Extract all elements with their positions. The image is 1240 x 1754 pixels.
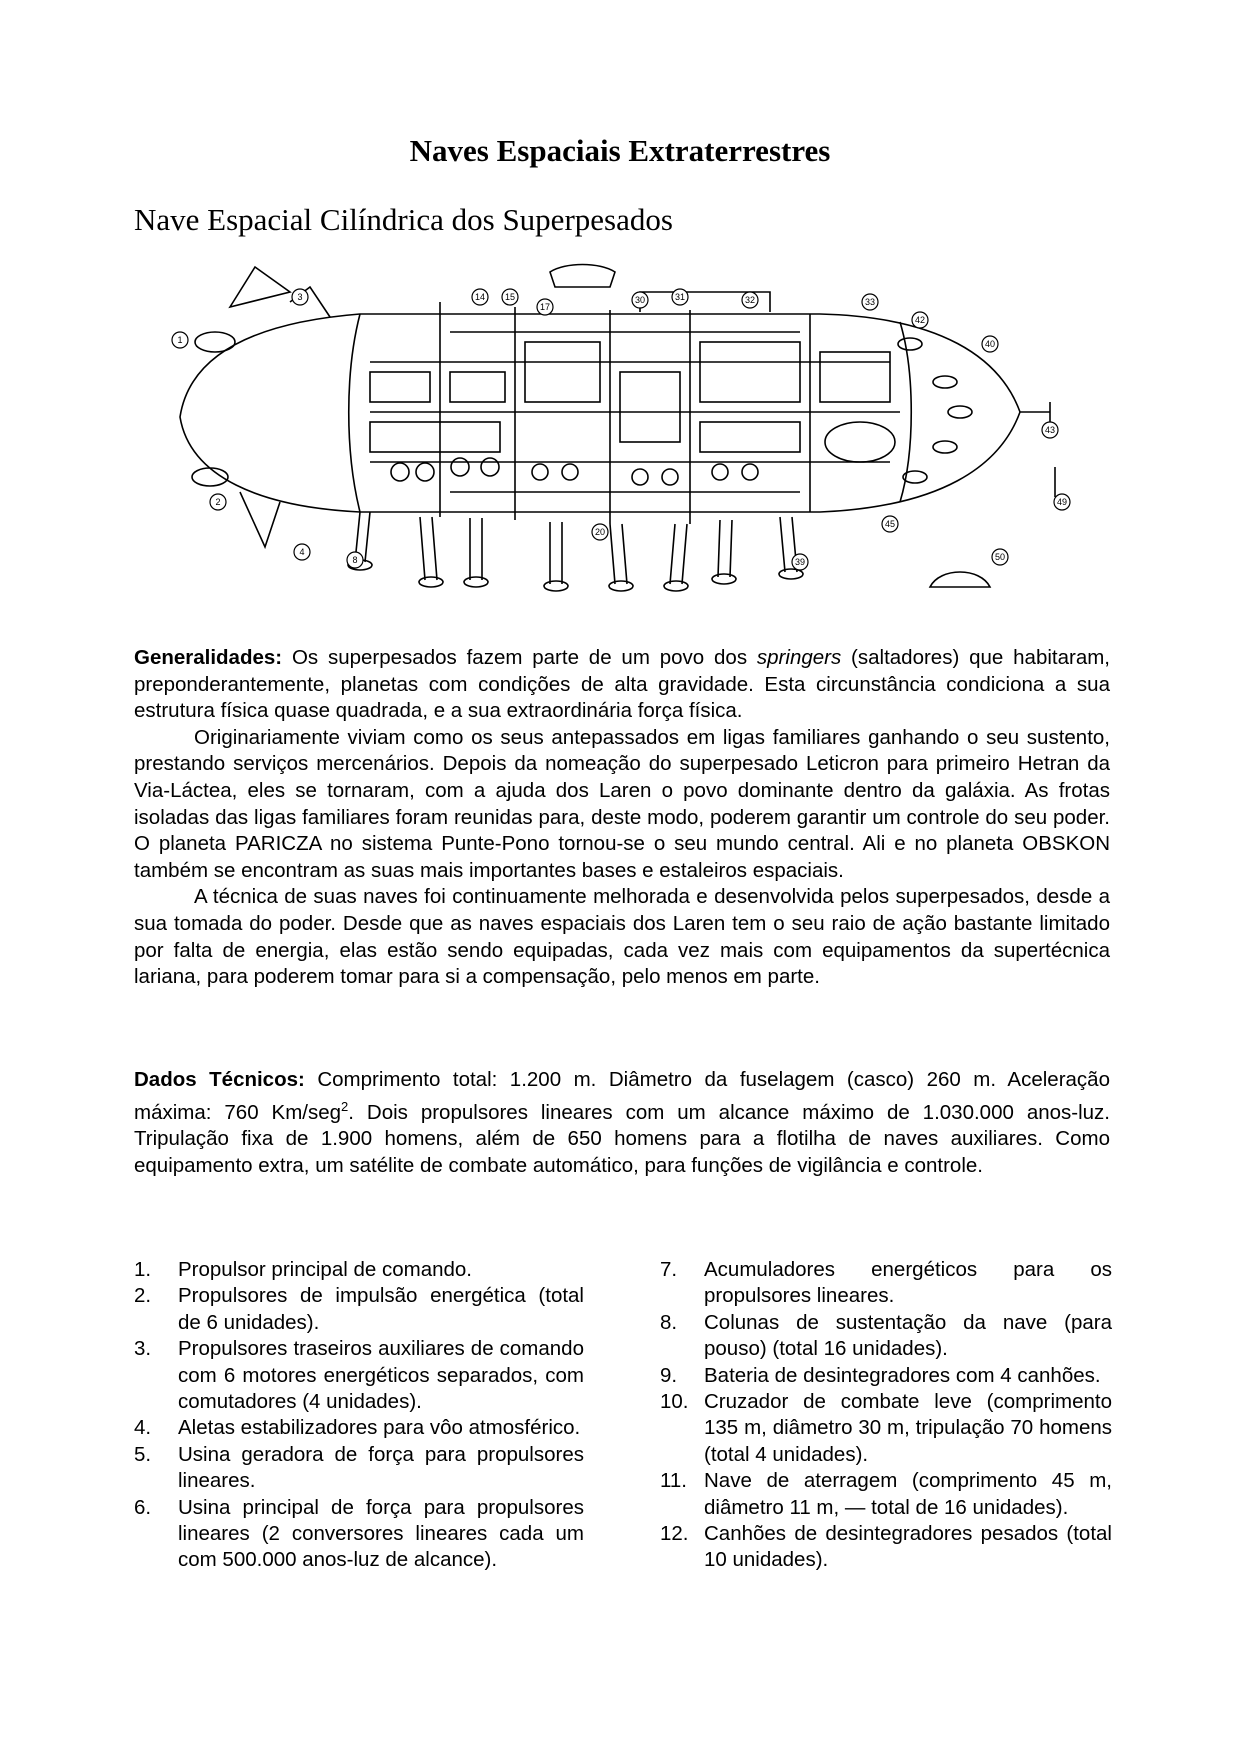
generalidades-emphasis: springers [756,646,842,669]
legend-item-text: Acumuladores energéticos para os propulsores lineares. [704,1258,1112,1308]
legend-item-text: Aletas estabilizadores para vôo atmosférico. [178,1416,581,1440]
legend-item [134,1495,584,1574]
section-dados-tecnicos [134,1067,1110,1179]
svg-text:42: 42 [914,315,926,325]
spaceship-cutaway-illustration [170,262,1090,622]
svg-text:33: 33 [864,297,876,307]
svg-text:1: 1 [177,335,183,345]
svg-text:2: 2 [215,497,221,507]
legend-item-number: 11. [660,1469,687,1493]
legend-item [134,1257,584,1283]
legend-item-text: Cruzador de combate leve (comprimento 135 m, diâmetro 30 m, tripulação 70 homens (total 4 unidades). [704,1390,1112,1466]
legend-item-text: Propulsores traseiros auxiliares de comando com 6 motores energéticos separados, com comutadores (4 unidades). [178,1337,584,1414]
svg-text:14: 14 [474,292,486,302]
legend-item [660,1468,1112,1521]
svg-text:45: 45 [884,519,896,529]
legend-item-number: 1. [134,1258,152,1281]
legend-item [134,1442,584,1495]
legend-item-number: 9. [660,1363,678,1387]
svg-text:31: 31 [674,292,686,302]
svg-text:50: 50 [994,552,1006,562]
svg-text:3: 3 [297,292,303,302]
legend-item [660,1521,1112,1574]
legend-item [660,1363,1112,1389]
generalidades-paragraph-2: Originariamente viviam como os seus antepassados em ligas familiares ganhando o seu sustento, prestando serviços mercenários. Depois da nomeação do superpesado Leticron para primeiro Hetran da Via-Láctea, eles se tornaram, com a ajuda dos Laren o povo dominante dentro da galáxia. As frotas isoladas das ligas familiares foram reunidas para, deste modo, poderem garantir um controle do seu poder. O planeta PARICZA no sistema Punte-Pono tornou-se o seu mundo central. Ali e no planeta OBSKON também se encontram as suas mais importantes bases e estaleiros espaciais. [134,725,1110,882]
legend-item-text: Usina geradora de força para propulsores lineares. [178,1442,584,1493]
legend-item-number: 4. [134,1416,152,1440]
legend-item [134,1336,584,1415]
legend-item-number: 8. [660,1310,678,1334]
legend-list-right [660,1257,1112,1574]
legend-item-number: 5. [134,1442,152,1466]
legend-item [660,1257,1112,1310]
legend-item-text: Canhões de desintegradores pesados (total 10 unidades). [704,1522,1112,1572]
svg-text:4: 4 [299,547,305,557]
svg-text:8: 8 [352,555,358,565]
legend-item [660,1310,1112,1363]
generalidades-text-a: Os superpesados fazem parte de um povo dos [282,646,757,669]
svg-text:17: 17 [539,302,551,312]
dados-superscript: 2 [341,1098,349,1114]
dados-paragraph [134,1067,1110,1179]
legend-item [134,1283,584,1336]
legend-item-text: Propulsores de impulsão energética (total de 6 unidades). [178,1284,584,1334]
generalidades-paragraph-1 [134,645,1110,725]
legend-item-text: Nave de aterragem (comprimento 45 m, diâmetro 11 m, — total de 16 unidades). [704,1469,1112,1519]
svg-text:49: 49 [1056,497,1068,507]
section-generalidades [134,645,1110,991]
legend-item-number: 10. [660,1390,689,1414]
legend-item [660,1389,1112,1468]
svg-text:20: 20 [594,527,606,537]
dados-text-a: Comprimento total: 1.200 m. Diâmetro da fuselagem (casco) 260 m. Aceleração máxima: 760 Km/seg [134,1068,1110,1124]
document-title: Naves Espaciais Extraterrestres [409,133,831,168]
svg-text:32: 32 [744,295,756,305]
legend-item-text: Bateria de desintegradores com 4 canhões. [704,1363,1101,1387]
legend-item-number: 2. [134,1284,152,1308]
generalidades-paragraph-3: A técnica de suas naves foi continuamente melhorada e desenvolvida pelos superpesados, desde a sua tomada do poder. Desde que as naves espaciais dos Laren tem o seu raio de ação bastante limitado por falta de energia, elas estão sendo equipadas, cada vez mais com equipamentos da supertécnica lariana, para poderem tomar para si a compensação, pelo menos em parte. [134,885,1110,989]
legend-item-text: Usina principal de força para propulsores lineares (2 conversores lineares cada um com 500.000 anos-luz de alcance). [178,1495,584,1572]
svg-text:40: 40 [984,339,996,349]
svg-text:15: 15 [504,292,516,302]
svg-text:43: 43 [1044,425,1056,435]
legend-item-number: 3. [134,1337,152,1361]
document-subtitle: Nave Espacial Cilíndrica dos Superpesados [134,202,673,237]
generalidades-text-b: (saltadores) que habitaram, preponderantemente, planetas com condições de alta gravidade. Esta circunstância condiciona a sua estrutura física quase quadrada, e a sua extraordinária força física. [134,646,1110,723]
svg-text:30: 30 [634,295,646,305]
svg-text:39: 39 [794,557,806,567]
generalidades-lead: Generalidades: [134,646,283,669]
dados-lead: Dados Técnicos: [134,1068,305,1091]
dados-text-b: . Dois propulsores lineares com um alcance máximo de 1.030.000 anos-luz. Tripulação fixa de 1.900 homens, além de 650 homens para a flotilha de naves auxiliares. Como equipamento extra, um satélite de combate automático, para funções de vigilância e controle. [134,1100,1110,1177]
legend-item-text: Propulsor principal de comando. [178,1258,472,1281]
legend-item-text: Colunas de sustentação da nave (para pouso) (total 16 unidades). [704,1310,1112,1361]
legend-item-number: 6. [134,1495,152,1519]
legend-item-number: 7. [660,1258,678,1281]
legend-list-left [134,1257,584,1574]
legend-item-number: 12. [660,1522,689,1546]
legend-item [134,1415,584,1441]
